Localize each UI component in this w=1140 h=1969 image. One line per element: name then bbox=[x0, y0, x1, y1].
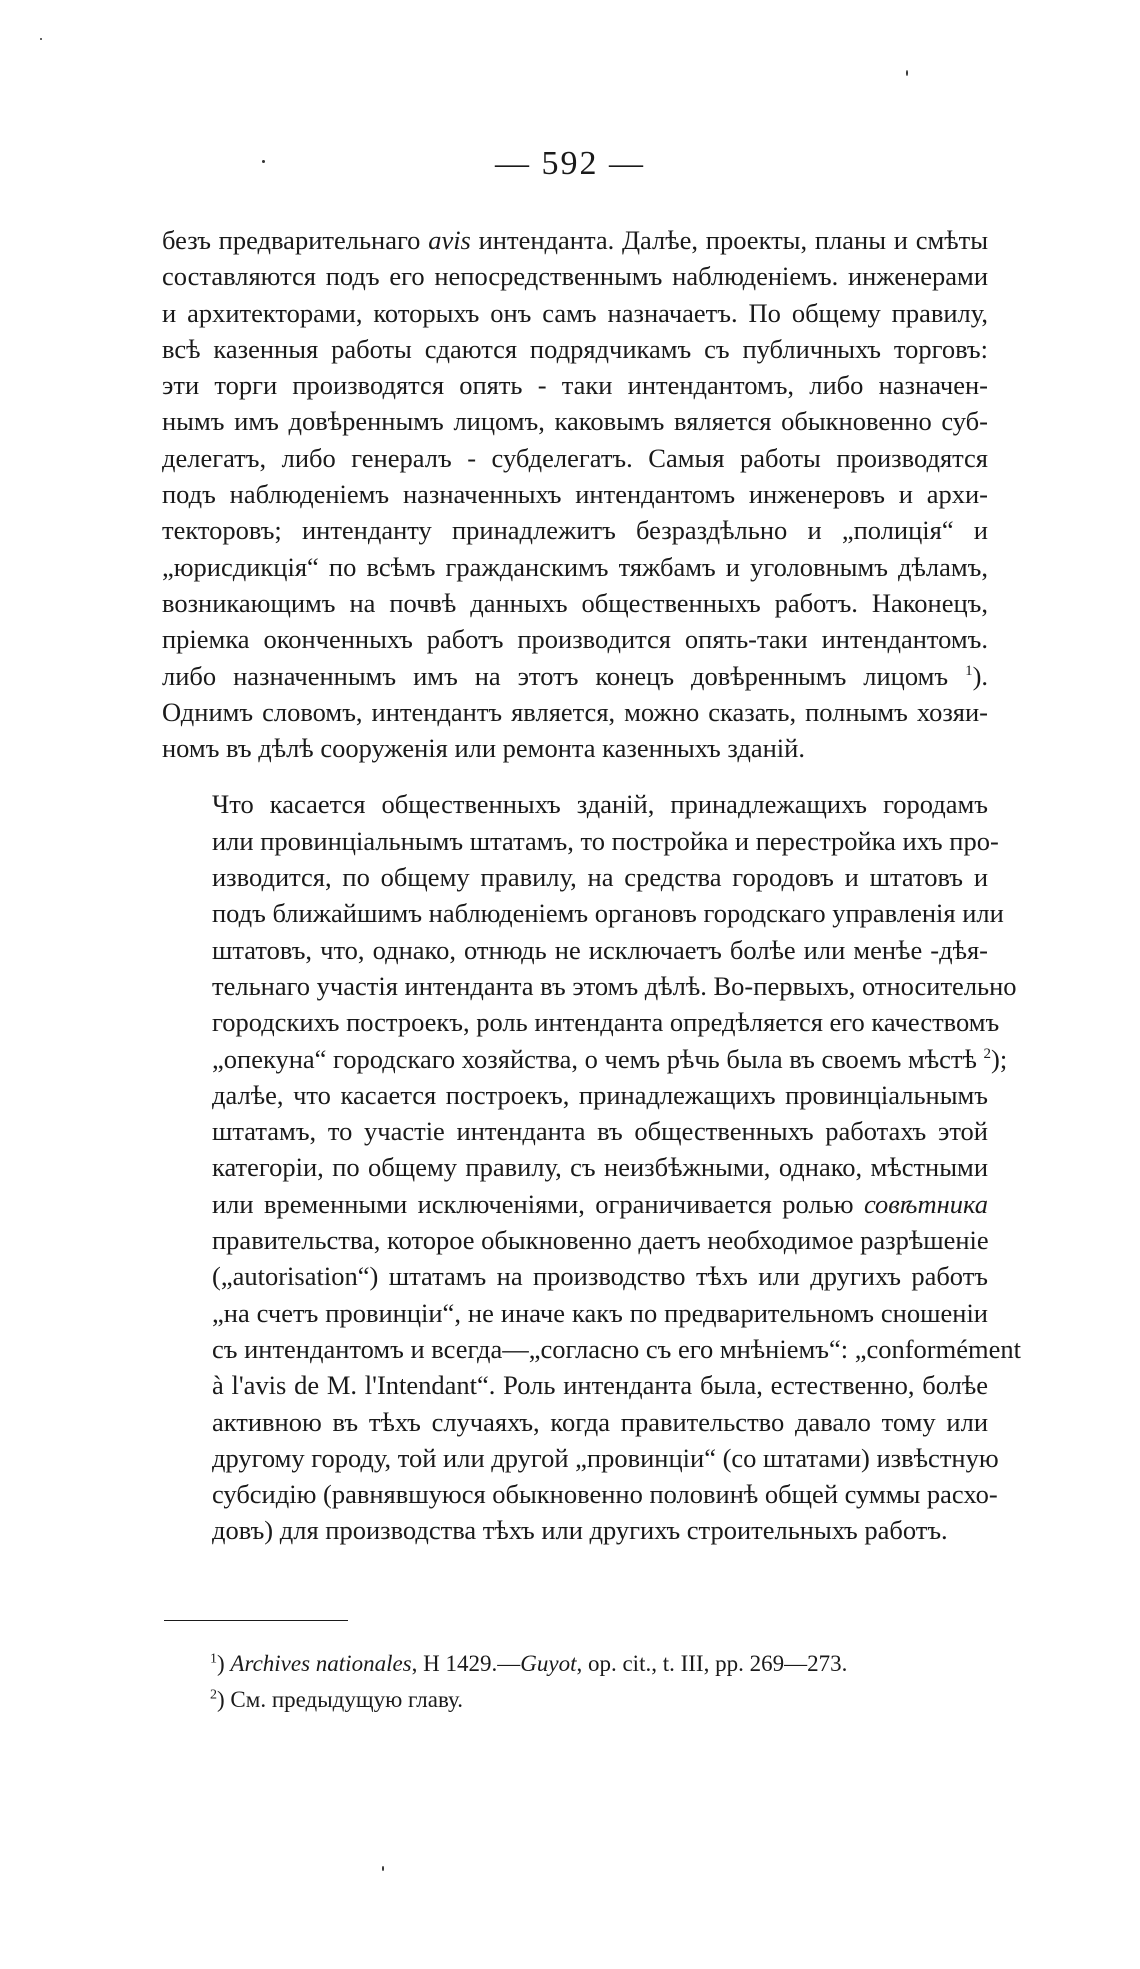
text-line: изводится, по общему правилу, на средства городовъ и штатовъ и bbox=[212, 862, 988, 893]
text-line: съ интендантомъ и всегда—„согласно съ его мнѣніемъ“: „conformément bbox=[212, 1333, 1021, 1364]
text-line: „опекуна“ городскаго хозяйства, о чемъ рѣчь была въ своемъ мѣстѣ $^2$); bbox=[212, 1043, 1008, 1074]
text-line: городскихъ построекъ, роль интенданта опредѣляется его качествомъ bbox=[212, 1007, 1000, 1038]
text-line: возникающимъ на почвѣ данныхъ общественныхъ работъ. Наконецъ, bbox=[162, 587, 988, 618]
paragraph-2 bbox=[162, 786, 1021, 1548]
text-line: и архитекторами, которыхъ онъ самъ назначаетъ. По общему правилу, bbox=[162, 297, 988, 328]
text-line: правительства, которое обыкновенно даетъ необходимое разрѣшеніе bbox=[212, 1225, 989, 1256]
text-line: „юрисдикція“ по всѣмъ гражданскимъ тяжбамъ и уголовнымъ дѣламъ, bbox=[162, 551, 988, 582]
text-line: активною въ тѣхъ случаяхъ, когда правительство давало тому или bbox=[212, 1406, 988, 1437]
text-line: эти торги производятся опять - таки интендантомъ, либо назначен- bbox=[162, 370, 988, 401]
scan-speck bbox=[40, 38, 42, 40]
text-line: à l'avis de M. l'Intendant“. Роль интенданта была, естественно, болѣе bbox=[212, 1370, 988, 1401]
text-line: Однимъ словомъ, интендантъ является, можно сказать, полнымъ хозяи- bbox=[162, 696, 988, 727]
text-line: „на счетъ провинціи“, не иначе какъ по предварительномъ сношеніи bbox=[212, 1297, 988, 1328]
paragraph-1 bbox=[162, 222, 988, 766]
text-line: безъ предварительнаго avis интенданта. Далѣе, проекты, планы и смѣты bbox=[162, 225, 988, 255]
text-line: всѣ казенныя работы сдаются подрядчикамъ съ публичныхъ торговъ: bbox=[162, 333, 988, 364]
text-line: далѣе, что касается построекъ, принадлежащихъ провинціальнымъ bbox=[212, 1079, 988, 1110]
text-line: штатовъ, что, однако, отнюдь не исключаетъ болѣе или менѣе -дѣя- bbox=[212, 934, 988, 965]
text-line: („autorisation“) штатамъ на производство тѣхъ или другихъ работъ bbox=[212, 1261, 988, 1292]
text-line: субсидію (равнявшуюся обыкновенно половинѣ общей суммы расхо- bbox=[212, 1479, 998, 1510]
text-line: категоріи, по общему правилу, съ неизбѣжными, однако, мѣстными bbox=[212, 1152, 988, 1183]
text-line: составляются подъ его непосредственнымъ наблюденіемъ. инженерами bbox=[162, 261, 988, 292]
footnote-ref: 1 bbox=[965, 662, 973, 679]
footnote-1: $^1$) Archives nationales, H 1429.—Guyot, op. cit., t. III, pp. 269—273. bbox=[210, 1651, 848, 1676]
text-line: довъ) для производства тѣхъ или другихъ строительныхъ работъ. bbox=[212, 1515, 948, 1546]
text-line: текторовъ; интенданту принадлежитъ безраздѣльно и „полиція“ и bbox=[162, 515, 988, 546]
page-number: — 592 — bbox=[495, 145, 645, 182]
text-line: номъ въ дѣлѣ сооруженія или ремонта казенныхъ зданій. bbox=[162, 733, 805, 764]
scan-speck bbox=[906, 70, 908, 76]
text-line: тельнаго участія интенданта въ этомъ дѣлѣ. Во-первыхъ, относительно bbox=[212, 970, 1017, 1001]
footnote-divider bbox=[164, 1620, 348, 1621]
text-line: пріемка оконченныхъ работъ производится опять-таки интендантомъ. bbox=[162, 624, 988, 655]
main-text bbox=[162, 222, 1021, 1549]
text-line: другому городу, той или другой „провинціи“ (со штатами) извѣстную bbox=[212, 1442, 999, 1473]
text-line: или провинціальнымъ штатамъ, то постройка и перестройка ихъ про- bbox=[212, 825, 999, 856]
footnotes bbox=[210, 1646, 990, 1718]
scan-speck bbox=[382, 1866, 384, 1871]
footnote-ref: 2 bbox=[983, 1045, 992, 1062]
italic-term: avis bbox=[428, 225, 471, 255]
text-line: нымъ имъ довѣреннымъ лицомъ, каковымъ вяляется обыкновенно суб- bbox=[162, 406, 988, 437]
italic-term: совѣтника bbox=[863, 1188, 989, 1219]
text-line: или временными исключеніями, ограничивается ролью совѣтника bbox=[212, 1188, 989, 1219]
text-line: Что касается общественныхъ зданій, принадлежащихъ городамъ bbox=[212, 789, 988, 820]
text-line: делегатъ, либо генералъ - субделегатъ. Самыя работы производятся bbox=[162, 442, 988, 473]
text-line: либо назначеннымъ имъ на этотъ конецъ довѣреннымъ лицомъ $^1$). bbox=[162, 660, 989, 691]
text-line: подъ наблюденіемъ назначенныхъ интендантомъ инженеровъ и архи- bbox=[162, 479, 988, 510]
text-line: штатамъ, то участіе интенданта въ общественныхъ работахъ этой bbox=[212, 1116, 988, 1147]
footnote-2: $^2$) См. предыдущую главу. bbox=[210, 1687, 464, 1712]
text-line: подъ ближайшимъ наблюденіемъ органовъ городскаго управленія или bbox=[212, 898, 1004, 929]
